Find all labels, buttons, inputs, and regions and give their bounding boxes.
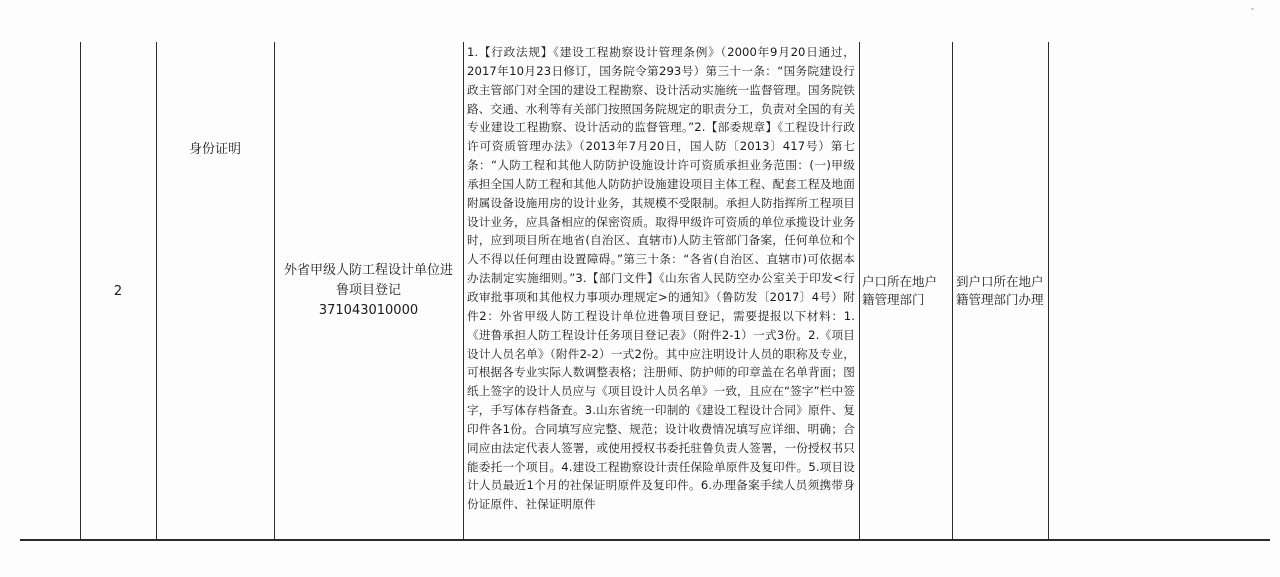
scan-speck: [1251, 8, 1254, 10]
legal-basis-text: 1.【行政法规】《建设工程勘察设计管理条例》（2000年9月20日通过，2017年10月23日修订，国务院令第293号）第三十一条：“国务院建设行政主管部门对全国的建设工程勘察、设计活动实施统一监督管理。国务院铁路、交通、水利等有关部门按照国务院规定的职责分工，负责对全国的有关专业建设工程勘察、设计活动的监督管理。”2.【部委规章】《工程设计行政许可资质管理办法》（2013年7月20日，国人防〔2013〕417号）第七条：“人防工程和其他人防防护设施设计许可资质承担业务范围：(一)甲级承担全国人防工程和其他人防防护设施建设项目主体工程、配套工程及地面附属设备设施用房的设计业务，其规模不受限制。承担人防指挥所工程项目设计业务，应具备相应的保密资质。取得甲级许可资质的单位承揽设计业务时，应到项目所在地省(自治区、直辖市)人防主管部门备案，任何单位和个人不得以任何理由设置障碍。”第三十条：“各省(自治区、直辖市)可依据本办法制定实施细则。”3.【部门文件】《山东省人民防空办公室关于印发<行政审批事项和其他权力事项办理规定>的通知》（鲁防发〔2017〕4号）附件2：外省甲级人防工程设计单位进鲁项目登记，需要提报以下材料：1.《进鲁承担人防工程设计任务项目登记表》（附件2-1）一式3份。2.《项目设计人员名单》（附件2-2）一式2份。其中应注明设计人员的职称及专业，可根据各专业实际人数调整表格；注册师、防护师的印章盖在名单背面；图纸上签字的设计人员应与《项目设计人员名单》一致，且应在“签字”栏中签字，手写体存档备查。3.山东省统一印制的《建设工程设计合同》原件、复印件各1份。合同填写应完整、规范；设计收费情况填写应详细、明确；合同应由法定代表人签署，或使用授权书委托驻鲁负责人签署，一份授权书只能委托一个项目。4.建设工程勘察设计责任保险单原件及复印件。5.项目设计人员最近1个月的社保证明原件及复印件。6.办理备案手续人员须携带身份证原件、社保证明原件: [467, 45, 855, 512]
handling-method-cell: [952, 42, 1048, 540]
matter-title: 外省甲级人防工程设计单位进鲁项目登记: [283, 263, 453, 298]
issuing-department: 户口所在地户籍管理部门: [862, 274, 938, 307]
matter-cell: [274, 42, 463, 540]
issuing-department-cell: [859, 42, 952, 540]
matter-code: 371043010000: [318, 303, 419, 318]
legal-basis-cell: [463, 42, 859, 540]
handling-method: 到户口所在地户籍管理部门办理: [956, 274, 1044, 307]
row-number: 2: [113, 283, 123, 299]
table-column-divider: [1048, 42, 1049, 540]
row-number-cell: [80, 42, 156, 540]
material-name: 身份证明: [188, 142, 241, 157]
material-name-cell: [156, 42, 274, 540]
